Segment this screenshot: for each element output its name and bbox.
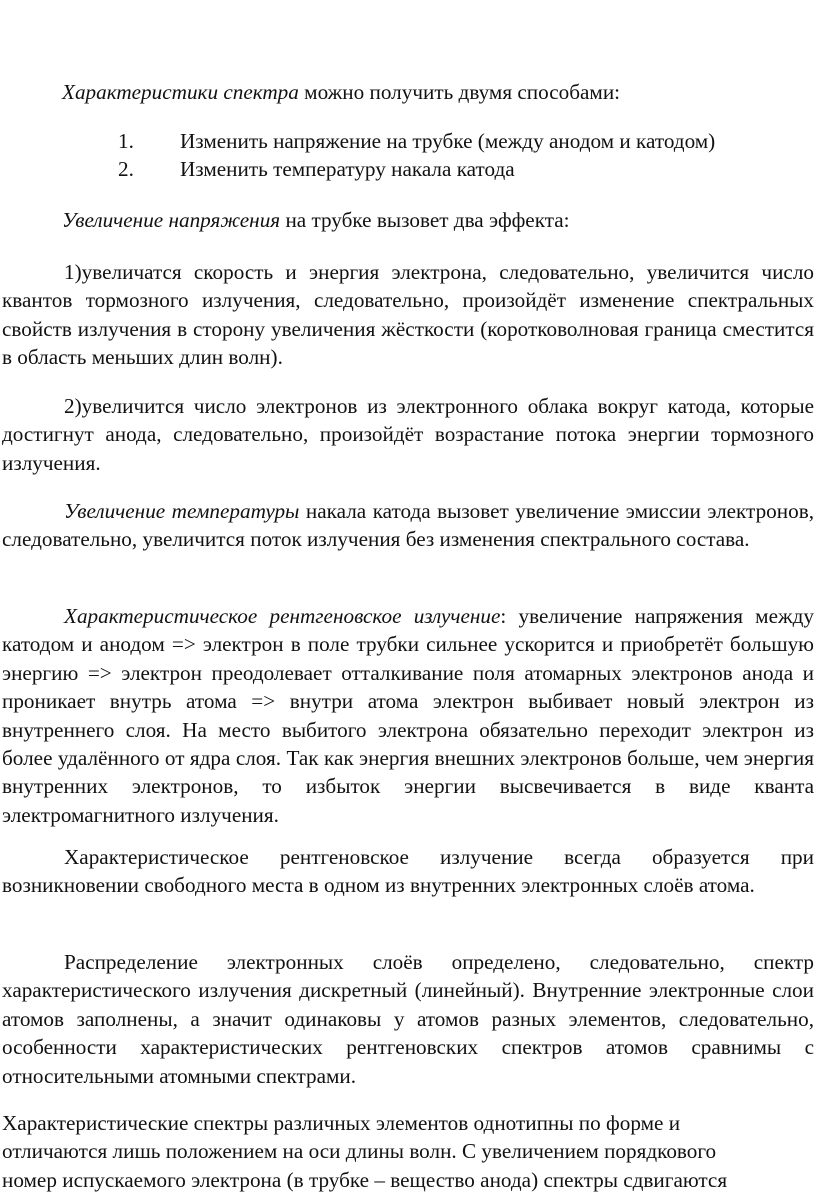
effect2-paragraph: 2)увеличится число электронов из электронного облака вокруг катода, которые достигнут анода, следовательно, произойдёт возрастание потока энергии тормозного излучения. — [2, 394, 814, 475]
temperature-text: накала катода вызовет увеличение эмиссии электронов, следовательно, увеличится поток излучения без изменения спектрального состава. — [2, 499, 814, 552]
intro-paragraph — [62, 78, 802, 106]
voltage-intro-paragraph — [62, 206, 802, 234]
characteristic-paragraph — [2, 602, 814, 829]
temperature-italic: Увеличение температуры — [64, 499, 300, 523]
last-line: номер испускаемого электрона (в трубке – вещество анода) спектры сдвигаются — [2, 1167, 728, 1192]
list-item — [0, 155, 816, 183]
intro-text: можно получить двумя способами: — [298, 80, 621, 104]
list-number: 1. — [118, 129, 134, 153]
list-number: 2. — [118, 157, 134, 182]
effect1-paragraph: 1)увеличатся скорость и энергия электрона, следовательно, увеличится число квантов тормозного излучения, следовательно, произойдёт изменение спектральных свойств излучения в сторону увеличения жёсткости (коротковолновая граница сместится в область меньших длин волн). — [2, 260, 814, 370]
list-text: Изменить напряжение на трубке (между анодом и катодом) — [180, 129, 716, 153]
voltage-italic: Увеличение напряжения — [62, 208, 281, 232]
last-paragraph — [2, 1109, 814, 1194]
temperature-paragraph — [2, 497, 814, 554]
voltage-text: на трубке вызовет два эффекта: — [280, 208, 570, 232]
list-item — [0, 127, 816, 155]
last-line: Характеристические спектры различных элементов однотипны по форме и — [2, 1111, 681, 1135]
always-forms-paragraph: Характеристическое рентгеновское излучение всегда образуется при возникновении свободного места в одном из внутренних электронных слоёв атома. — [2, 845, 814, 898]
last-line: отличаются лишь положением на оси длины волн. С увеличением порядкового — [2, 1139, 717, 1164]
distribution-paragraph: Распределение электронных слоёв определено, следовательно, спектр характеристического излучения дискретный (линейный). Внутренние электронные слои атомов заполнены, а значит одинаковы у атомов разных элементов, следовательно, особенности характеристических рентгеновских спектров атомов сравнимы с относительными атомными спектрами. — [2, 950, 814, 1088]
characteristic-text: : увеличение напряжения между катодом и анодом => электрон в поле трубки сильнее ускорится и приобретёт большую энергию => электрон преодолевает отталкивание поля атомарных электронов анода и проникает внутрь атома => внутри атома электрон выбивает новый электрон из внутреннего слоя. На место выбитого электрона обязательно переходит электрон из более удалённого от ядра слоя. Так как энергия внешних электронов больше, чем энергия внутренних электронов, то избыток энергии высвечивается в виде кванта электромагнитного излучения. — [2, 604, 814, 827]
methods-list — [0, 127, 816, 184]
intro-italic: Характеристики спектра — [62, 80, 299, 104]
characteristic-italic: Характеристическое рентгеновское излучение — [64, 604, 501, 628]
list-text: Изменить температуру накала катода — [180, 157, 515, 182]
